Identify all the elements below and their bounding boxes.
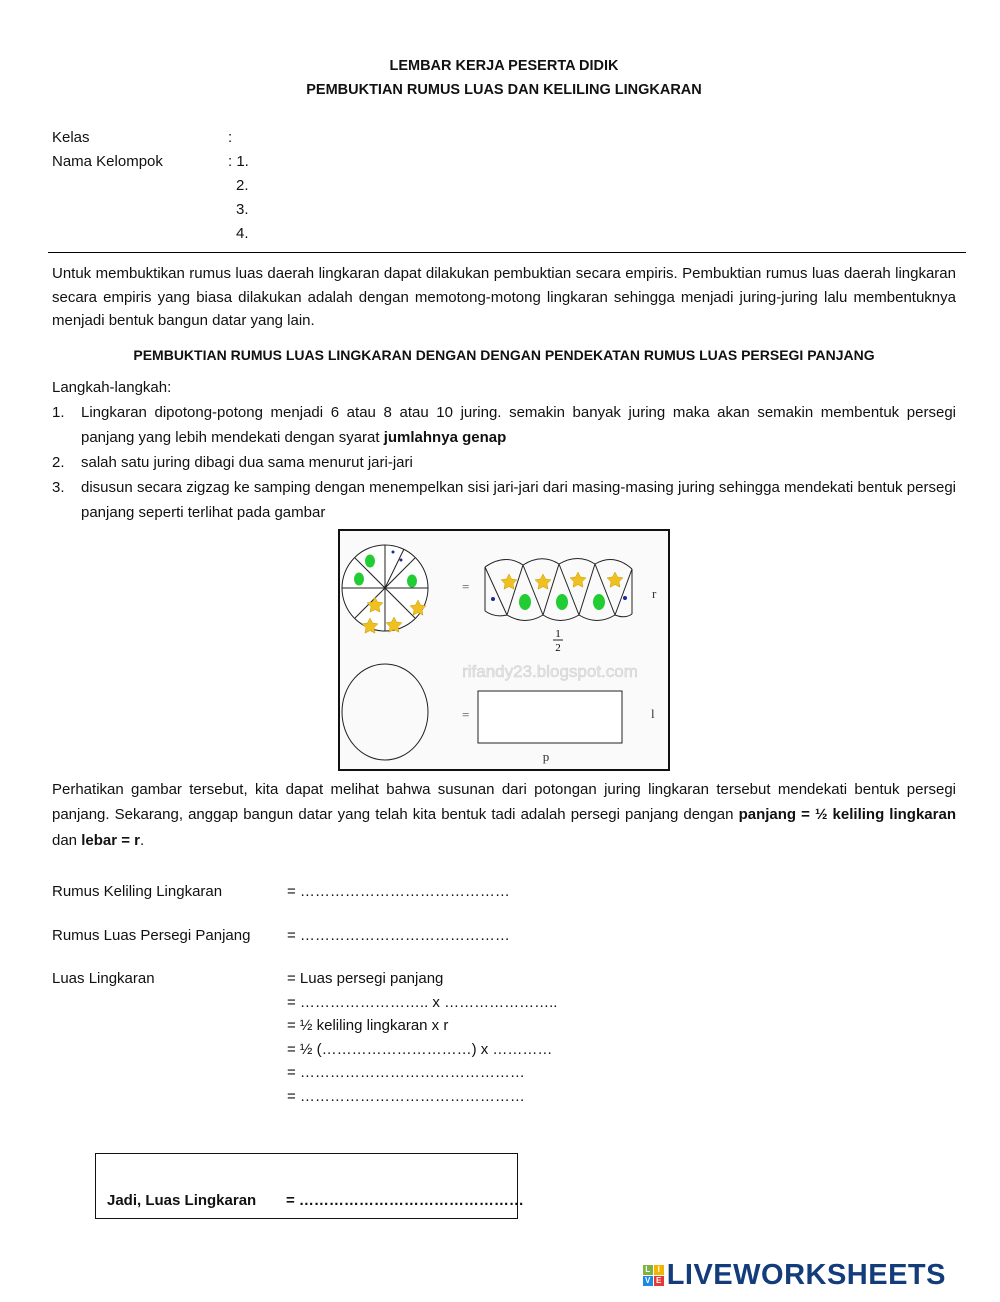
- subtitle: PEMBUKTIAN RUMUS LUAS DAN KELILING LINGKARAN: [306, 82, 702, 98]
- rectangle: [478, 691, 622, 743]
- equals-sign-2: =: [462, 706, 470, 722]
- watermark: rifandy23.blogspot.com: [462, 661, 638, 681]
- nama-kelompok-label: Nama Kelompok: [52, 153, 163, 170]
- step-number: 2.: [52, 453, 65, 471]
- member-row: [52, 222, 956, 246]
- divider: [48, 252, 966, 253]
- derivation-answer-field[interactable]: = ………………………………………: [287, 1087, 525, 1105]
- keliling-label: Rumus Keliling Lingkaran: [52, 883, 223, 900]
- equals-sign: =: [462, 578, 470, 594]
- member-4: 4.: [236, 225, 249, 242]
- half-numerator: 1: [555, 627, 561, 640]
- title: LEMBAR KERJA PESERTA DIDIK: [389, 58, 619, 74]
- step-number: 3.: [52, 478, 65, 496]
- conclusion-label: Jadi, Luas Lingkaran: [107, 1192, 257, 1209]
- member-3: 3.: [236, 201, 249, 218]
- member-row: [52, 198, 956, 222]
- step-number: 1.: [52, 403, 65, 421]
- logo-letter: L: [643, 1265, 653, 1275]
- obs-bold-lebar: lebar = r: [81, 831, 140, 849]
- keliling-answer-field[interactable]: = ……………………………………: [287, 883, 510, 900]
- kelas-row: [52, 126, 956, 150]
- section-title: PEMBUKTIAN RUMUS LUAS LINGKARAN DENGAN DENGAN PENDEKATAN RUMUS LUAS PERSEGI PANJANG: [133, 346, 875, 363]
- sliced-circle: [342, 545, 428, 631]
- label-r: r: [652, 585, 657, 601]
- step-text: Lingkaran dipotong-potong menjadi 6 atau 8 atau 10 juring. semakin banyak juring maka akan semakin membentuk persegi panjang yang lebih mendekati dengan syarat: [81, 403, 956, 446]
- steps-label: Langkah-langkah:: [52, 378, 172, 396]
- zigzag-shape: [485, 558, 632, 620]
- step-text: salah satu juring dibagi dua sama menurut jari-jari: [81, 453, 413, 471]
- member-2: 2.: [236, 177, 249, 194]
- nama-row: [52, 150, 956, 174]
- liveworksheets-logo: [52, 1259, 946, 1292]
- logo-text: LIVEWORKSHEETS: [666, 1259, 946, 1291]
- keliling-row: [52, 880, 956, 904]
- luas-pp-answer-field[interactable]: = ……………………………………: [287, 926, 510, 944]
- derivation-line: = ½ keliling lingkaran x r: [287, 1017, 449, 1034]
- logo-letter: V: [643, 1276, 653, 1286]
- circle-to-rectangle-figure: [338, 529, 670, 771]
- figure-wrapper: [52, 529, 956, 771]
- kelas-sep: :: [228, 129, 233, 146]
- label-l: l: [651, 705, 655, 721]
- step-emphasis: jumlahnya genap: [383, 428, 507, 446]
- logo-letter: I: [654, 1265, 664, 1275]
- derivation-answer-field[interactable]: = ½ (…………………………) x …………: [287, 1040, 553, 1058]
- observation-paragraph: [52, 777, 956, 854]
- step-2: [52, 450, 956, 475]
- step-3: [52, 475, 956, 525]
- steps-list: [52, 400, 956, 525]
- step-text: disusun secara zigzag ke samping dengan menempelkan sisi jari-jari dari masing-masing juring sehingga mendekati bentuk persegi panjang seperti terlihat pada gambar: [81, 478, 956, 521]
- obs-bold-panjang: panjang = ½ keliling lingkaran: [738, 806, 956, 823]
- member-row: [52, 174, 956, 198]
- half-denominator: 2: [555, 641, 561, 654]
- luas-lingkaran-row: [52, 967, 956, 1108]
- luas-lingkaran-label: Luas Lingkaran: [52, 970, 155, 987]
- logo-letter: E: [654, 1276, 664, 1286]
- derivation-answer-field[interactable]: = …………………….. x …………………..: [287, 993, 558, 1011]
- conclusion-answer-field[interactable]: = ………………………………………: [286, 1192, 524, 1209]
- conclusion-box: [95, 1153, 524, 1219]
- obs-text: Perhatikan gambar tersebut, kita dapat melihat bahwa susunan dari potongan juring lingkaran tersebut mendekati bentuk persegi panjang. Sekarang, anggap bangun datar yang telah kita bentuk tadi adalah persegi panjang dengan: [52, 780, 956, 823]
- whole-circle: [342, 664, 428, 760]
- luas-pp-label: Rumus Luas Persegi Panjang: [52, 926, 251, 944]
- step-1: [52, 400, 956, 450]
- obs-text: dan: [52, 831, 82, 849]
- luas-derivation: [287, 967, 557, 1108]
- live-blocks-icon: [643, 1265, 664, 1286]
- member-1: : 1.: [228, 153, 249, 170]
- intro-paragraph: Untuk membuktikan rumus luas daerah lingkaran dapat dilakukan pembuktian secara empiris. Pembuktian rumus luas daerah lingkaran secara empiris yang biasa dilakukan adalah dengan memotong-motong lingkaran sehingga menjadi juring-juring lalu membentuknya menjadi bentuk bangun datar yang lain.: [52, 265, 956, 329]
- label-p: p: [542, 748, 550, 764]
- derivation-answer-field[interactable]: = ………………………………………: [287, 1064, 525, 1081]
- obs-text: .: [140, 831, 145, 849]
- identity-block: [52, 126, 956, 246]
- kelas-label: Kelas: [52, 129, 90, 146]
- luas-pp-row: [52, 924, 956, 948]
- derivation-line: = Luas persegi panjang: [287, 970, 444, 987]
